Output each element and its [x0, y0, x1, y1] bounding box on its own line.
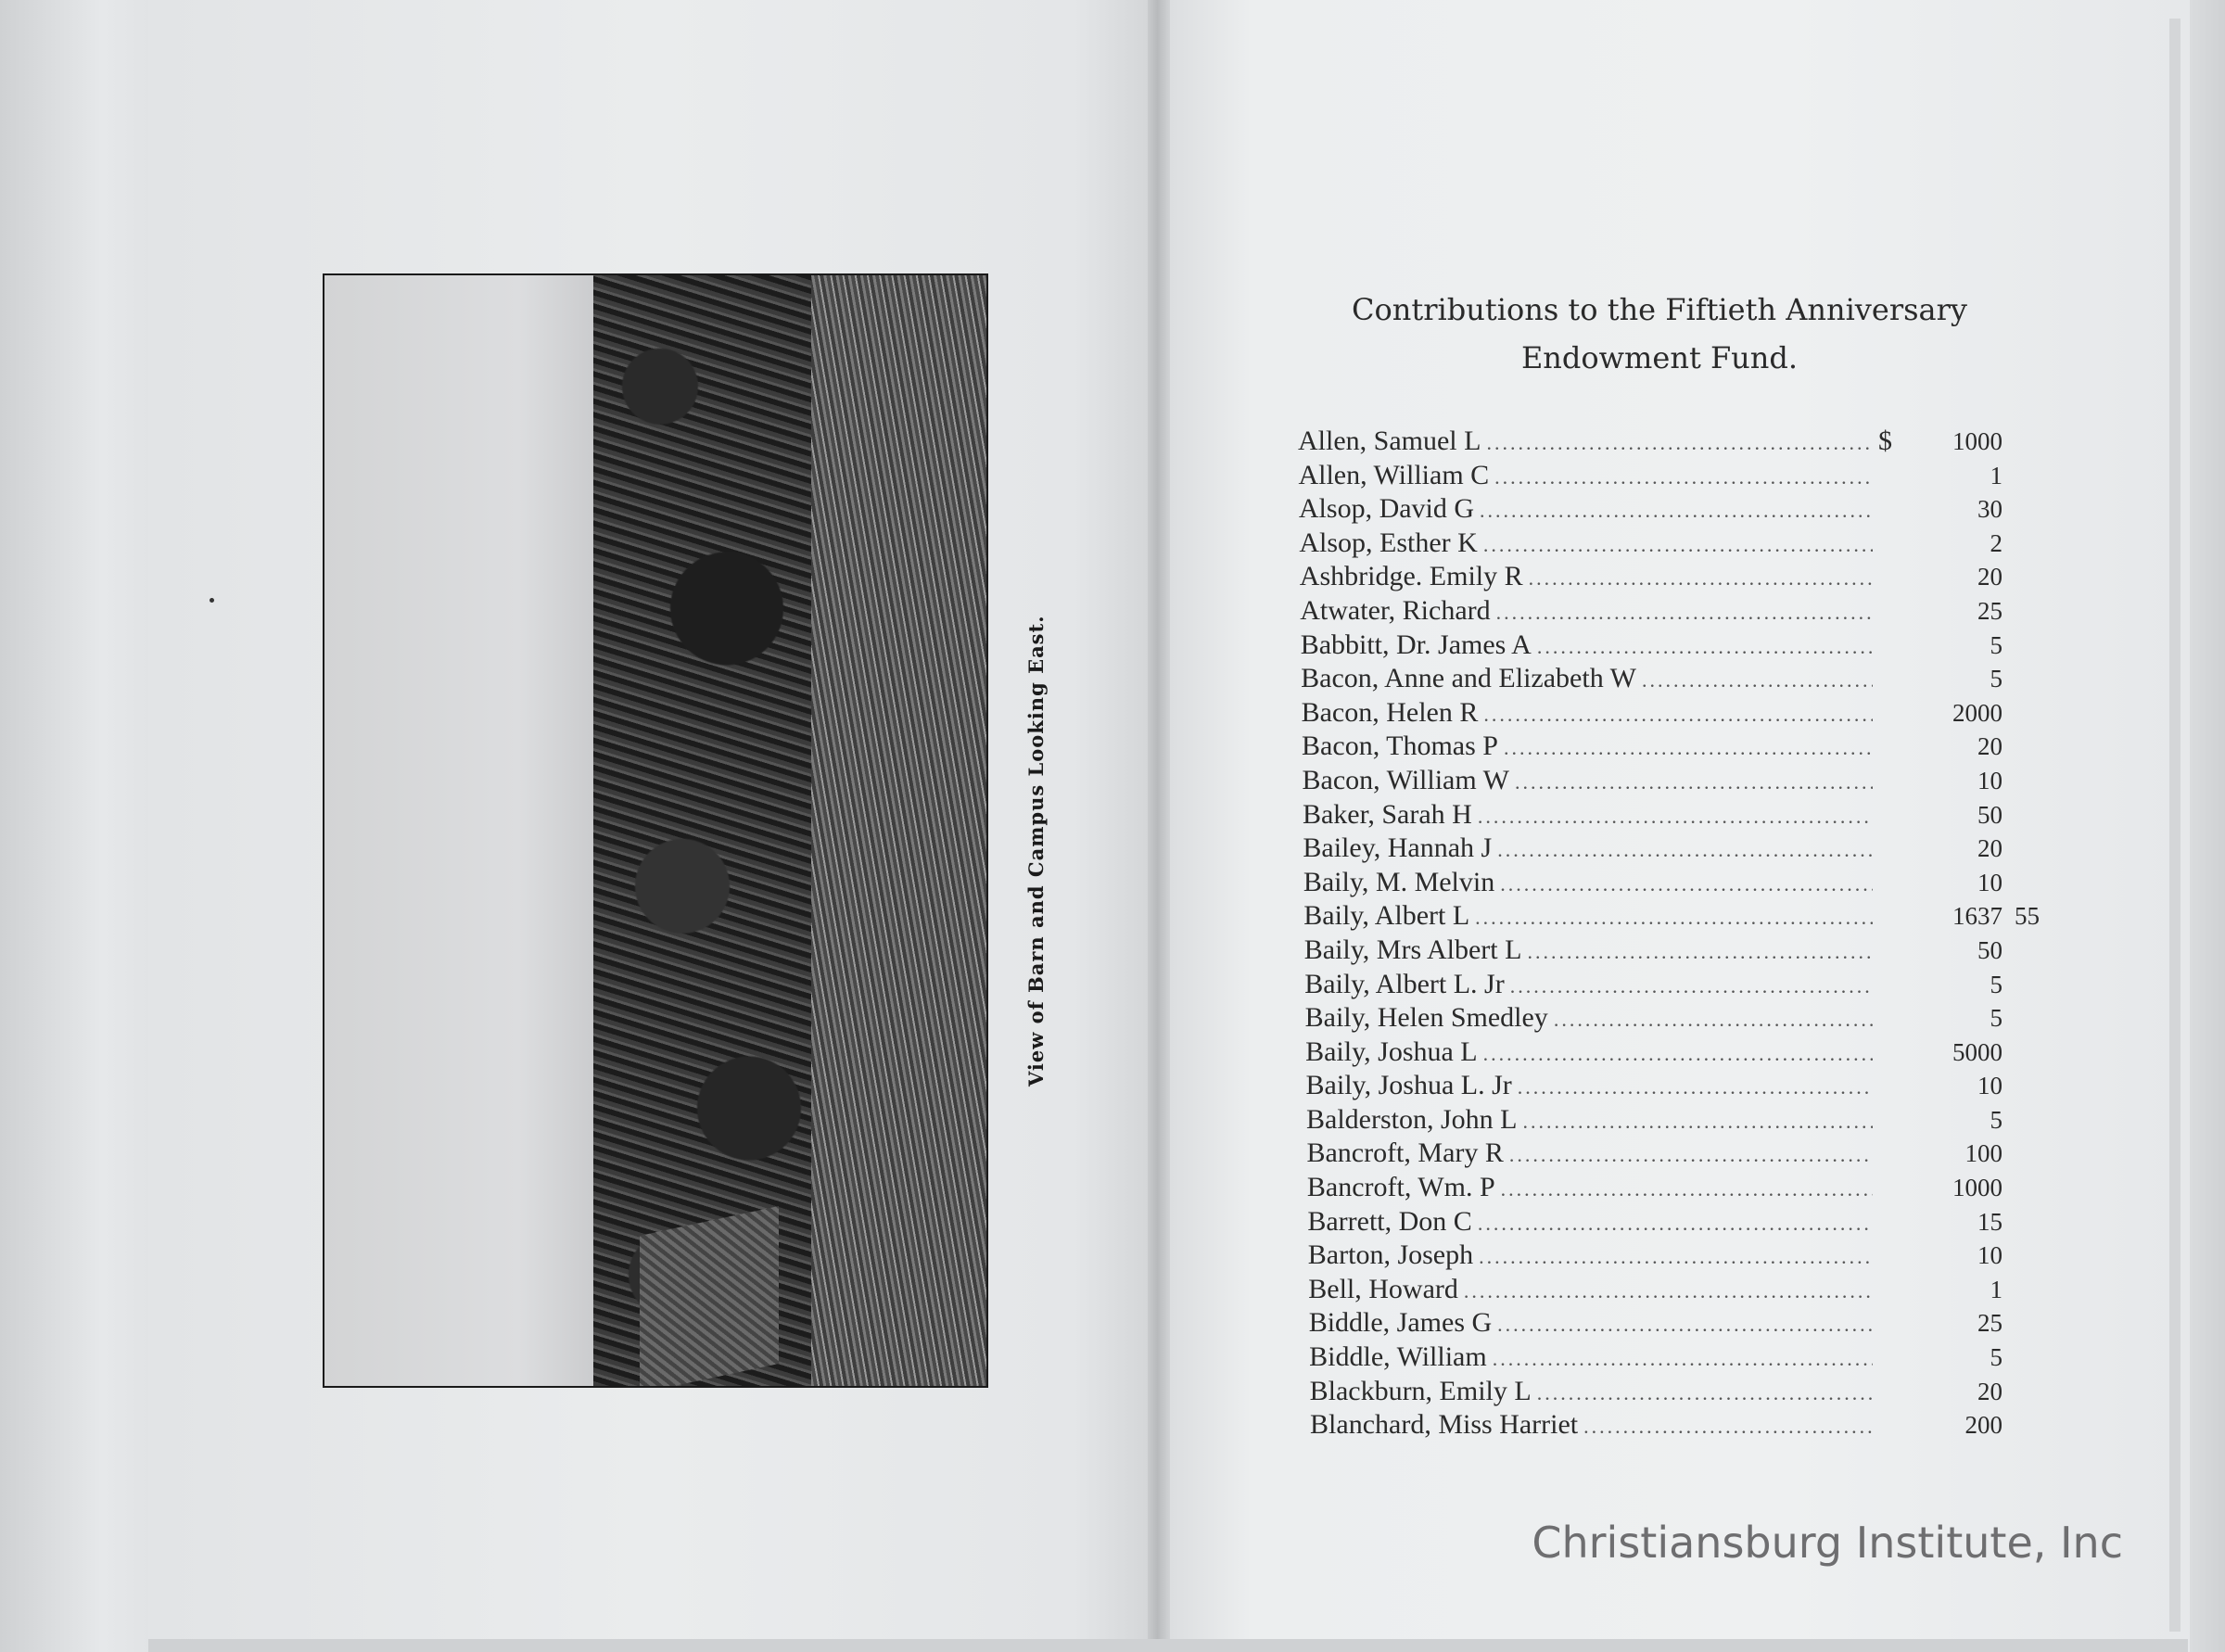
dot-leader [1500, 868, 1873, 902]
dot-leader [1501, 1173, 1873, 1207]
contributor-name: Baily, Albert L. Jr [1304, 968, 1505, 999]
photo-grass [811, 275, 988, 1386]
contribution-row [1298, 1036, 2040, 1070]
contributor-name: Blanchard, Miss Harriet [1310, 1409, 1579, 1441]
dot-leader [1537, 1377, 1873, 1411]
dot-leader [1529, 562, 1873, 596]
contribution-row [1298, 899, 2040, 934]
contribution-row [1298, 459, 2040, 493]
contribution-amount: 30 [1977, 495, 2002, 524]
contribution-amount: 1 [1990, 1275, 2002, 1303]
contributor-name: Bancroft, Wm. P [1306, 1172, 1495, 1203]
contributor-name: Biddle, William [1309, 1341, 1487, 1373]
dot-leader [1479, 1240, 1873, 1275]
contribution-amount: 5000 [1952, 1037, 2002, 1066]
watermark: Christiansburg Institute, Inc [1532, 1518, 2123, 1568]
contribution-row [1298, 1375, 2040, 1409]
contribution-amount: 5 [1990, 970, 2002, 998]
contributor-name: Baily, Albert L [1303, 900, 1470, 932]
dot-leader [1510, 970, 1873, 1004]
contributor-name: Blackburn, Emily L [1309, 1375, 1532, 1406]
contribution-amount: 10 [1977, 1241, 2002, 1270]
contribution-row [1298, 968, 2040, 1002]
contributor-name: Bancroft, Mary R [1306, 1137, 1504, 1169]
contribution-row [1298, 1137, 2040, 1171]
dot-leader [1515, 766, 1873, 800]
contribution-row [1298, 527, 2040, 561]
contribution-amount: 25 [1977, 1309, 2002, 1338]
contribution-amount: 1 [1990, 461, 2002, 489]
contribution-amount: 50 [1977, 935, 2002, 964]
contribution-cents: 55 [2015, 902, 2040, 931]
contributor-name: Babbitt, Dr. James A [1300, 629, 1532, 660]
photo-barn-roof [640, 1206, 779, 1388]
dot-leader [1537, 630, 1873, 665]
contribution-row [1298, 1306, 2040, 1341]
dot-leader [1509, 1138, 1873, 1173]
dot-leader [1480, 494, 1873, 528]
contribution-row [1298, 1273, 2040, 1307]
contribution-amount: 1000 [1952, 1174, 2002, 1202]
contribution-row [1298, 594, 2040, 629]
contribution-amount: 100 [1964, 1139, 2002, 1168]
contribution-amount: 5 [1990, 630, 2002, 659]
contribution-row [1298, 798, 2040, 832]
contribution-row [1298, 696, 2040, 731]
contribution-row [1298, 934, 2040, 968]
paper-speck [210, 598, 214, 603]
contributor-name: Baily, Joshua L [1305, 1036, 1478, 1067]
bottom-edge [148, 1639, 2188, 1652]
contribution-row [1298, 832, 2040, 866]
contributor-name: Barton, Joseph [1307, 1239, 1474, 1271]
dot-leader [1478, 800, 1873, 834]
contribution-row [1298, 425, 2040, 459]
contributor-name: Baker, Sarah H [1302, 798, 1472, 830]
photo-caption: View of Barn and Campus Looking East. [1024, 615, 1048, 1087]
contribution-amount: 25 [1977, 596, 2002, 625]
contribution-amount: 10 [1977, 868, 2002, 896]
dot-leader [1527, 935, 1873, 970]
contribution-row [1298, 1171, 2040, 1205]
dot-leader [1642, 664, 1873, 698]
currency-symbol: $ [1878, 426, 1892, 456]
contribution-amount: 5 [1990, 1105, 2002, 1134]
contribution-amount: 5 [1990, 665, 2002, 693]
dot-leader [1478, 1207, 1873, 1241]
contribution-row [1298, 1069, 2040, 1103]
contribution-row [1298, 730, 2040, 764]
contribution-row [1298, 866, 2040, 900]
contributor-name: Bell, Howard [1308, 1273, 1458, 1304]
contribution-amount: 200 [1964, 1411, 2002, 1440]
contribution-amount: 20 [1977, 732, 2002, 761]
contribution-amount: 10 [1977, 766, 2002, 794]
contributor-name: Barrett, Don C [1307, 1205, 1472, 1237]
page-edge [2169, 19, 2180, 1632]
contribution-amount: 1000 [1952, 427, 2002, 455]
photo-trees [593, 275, 816, 1386]
dot-leader [1486, 426, 1873, 461]
contribution-amount: 1637 [1952, 902, 2002, 931]
contribution-row [1298, 662, 2040, 696]
contribution-amount: 20 [1977, 563, 2002, 591]
contribution-row [1298, 1205, 2040, 1239]
contribution-amount: 2000 [1952, 698, 2002, 727]
contributor-name: Bacon, Thomas P [1302, 731, 1498, 762]
contributor-name: Alsop, Esther K [1299, 527, 1478, 558]
contributor-name: Bacon, William W [1302, 764, 1509, 795]
contribution-row [1298, 1103, 2040, 1137]
campus-photo [323, 273, 988, 1388]
contributor-name: Bacon, Anne and Elizabeth W [1301, 663, 1636, 694]
contributor-name: Bailey, Hannah J [1303, 832, 1493, 864]
contributor-name: Alsop, David G [1298, 493, 1475, 525]
contribution-row [1298, 492, 2040, 527]
contribution-amount: 20 [1977, 1377, 2002, 1405]
contribution-amount: 20 [1977, 834, 2002, 863]
contributor-name: Allen, William C [1298, 459, 1490, 490]
contribution-row [1298, 1408, 2040, 1442]
dot-leader [1494, 461, 1873, 495]
photo-sky [324, 275, 603, 1386]
contributor-name: Baily, M. Melvin [1303, 866, 1495, 897]
title-line-2: Endowment Fund. [1520, 340, 1799, 375]
contribution-amount: 10 [1977, 1072, 2002, 1100]
contribution-amount: 50 [1977, 800, 2002, 829]
dot-leader [1475, 901, 1873, 935]
contribution-amount: 15 [1977, 1207, 2002, 1236]
dot-leader [1497, 833, 1873, 868]
contribution-row [1298, 1239, 2040, 1273]
dot-leader [1522, 1105, 1873, 1139]
contribution-amount: 5 [1990, 1004, 2002, 1033]
title-line-1: Contributions to the Fiftieth Anniversary [1352, 292, 1967, 327]
contributor-name: Allen, Samuel L [1298, 426, 1481, 456]
contribution-row [1298, 629, 2040, 663]
dot-leader [1483, 528, 1873, 563]
contribution-row [1298, 560, 2040, 594]
dot-leader [1583, 1410, 1873, 1444]
contributor-name: Baily, Helen Smedley [1304, 1002, 1548, 1034]
dot-leader [1518, 1071, 1873, 1105]
contributor-name: Biddle, James G [1308, 1307, 1493, 1339]
book-gutter [1148, 0, 1172, 1652]
dot-leader [1504, 731, 1873, 766]
dot-leader [1496, 596, 1873, 630]
contribution-amount: 2 [1990, 528, 2002, 557]
contributions-list [1298, 425, 2040, 1442]
contributor-name: Bacon, Helen R [1301, 696, 1479, 728]
page-title [1261, 286, 2058, 382]
contribution-row [1298, 764, 2040, 798]
dot-leader [1493, 1342, 1873, 1377]
contribution-row [1298, 1341, 2040, 1375]
contributor-name: Baily, Joshua L. Jr [1305, 1070, 1512, 1101]
dot-leader [1483, 1037, 1873, 1072]
contribution-row [1298, 1001, 2040, 1036]
dot-leader [1464, 1275, 1873, 1309]
contributor-name: Ashbridge. Emily R [1299, 561, 1523, 592]
contributor-name: Balderston, John L [1306, 1103, 1518, 1135]
dot-leader [1554, 1003, 1873, 1037]
dot-leader [1483, 698, 1873, 732]
contributor-name: Atwater, Richard [1300, 594, 1491, 626]
contribution-amount: 5 [1990, 1343, 2002, 1372]
contributor-name: Baily, Mrs Albert L [1303, 934, 1522, 965]
dot-leader [1497, 1308, 1873, 1342]
